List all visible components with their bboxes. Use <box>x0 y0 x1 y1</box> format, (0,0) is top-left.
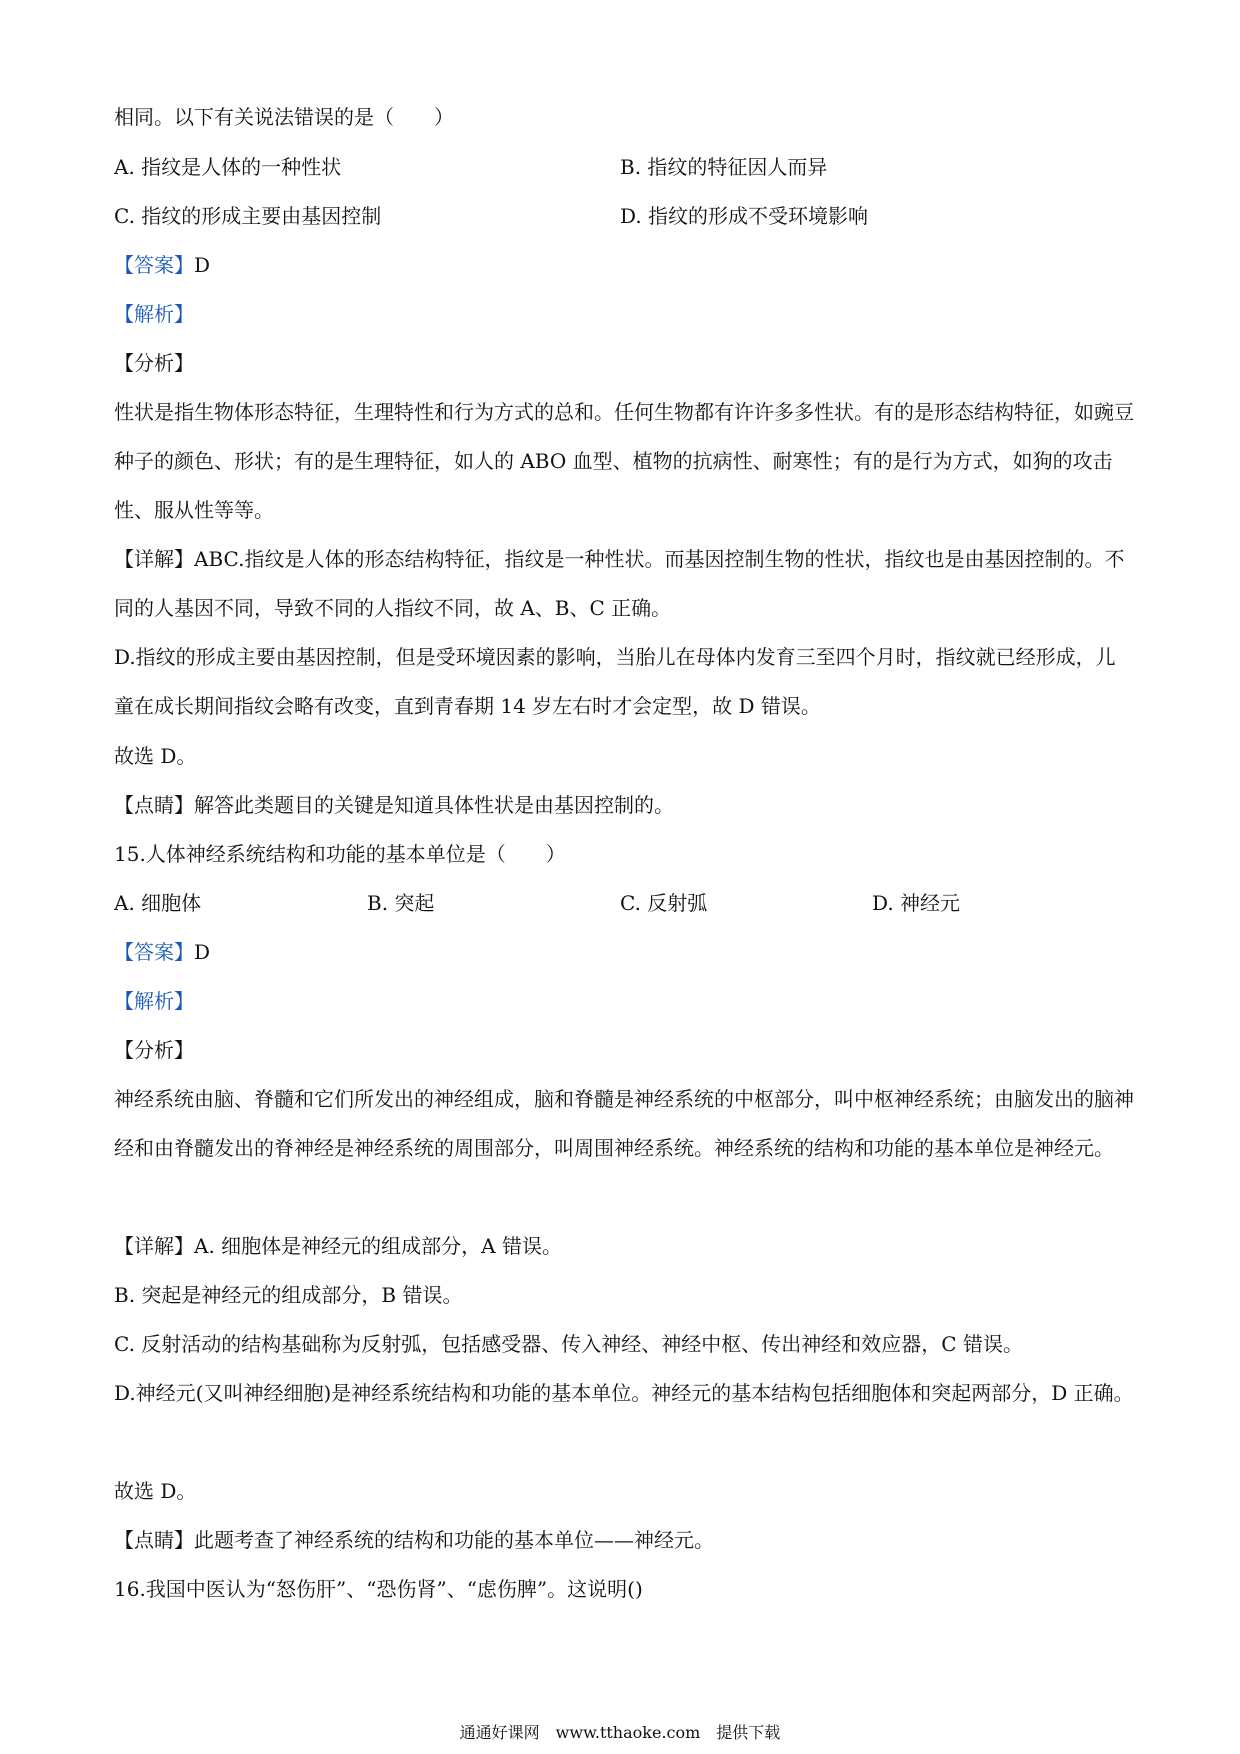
analysis-heading: 【分析】 <box>114 351 194 375</box>
page-footer: 通通好课网 www.tthaoke.com 提供下载 <box>459 1723 781 1742</box>
question-continuation: 相同。以下有关说法错误的是（ ） <box>114 105 454 129</box>
comment-line <box>114 791 674 819</box>
option-d: D. 指纹的形成不受环境影响 <box>620 204 869 228</box>
q15-option-d: D. 神经元 <box>872 891 961 915</box>
q15-option-b: B. 突起 <box>367 891 435 915</box>
q15-answer-line <box>114 938 210 966</box>
detail-abc: ABC.指纹是人体的形态结构特征，指纹是一种性状。而基因控制生物的性状，指纹也是由基因控制的。不同的人基因不同，导致不同的人指纹不同，故 A、B、C 正确。 <box>114 547 1125 620</box>
comment-text: 解答此类题目的关键是知道具体性状是由基因控制的。 <box>194 793 674 817</box>
answer-line <box>114 251 210 279</box>
q15-detail-c: C. 反射活动的结构基础称为反射弧，包括感受器、传入神经、神经中枢、传出神经和效应器，C 错误。 <box>114 1332 1023 1356</box>
conclusion: 故选 D。 <box>114 744 197 768</box>
q15-detail-a <box>114 1232 562 1260</box>
q15-detail-b: B. 突起是神经元的组成部分，B 错误。 <box>114 1283 463 1307</box>
q15-detail-tag: 【详解】 <box>114 1234 194 1258</box>
q15-comment-line <box>114 1526 714 1554</box>
detail-d-text: D.指纹的形成主要由基因控制，但是受环境因素的影响，当胎儿在母体内发育三至四个月时，指纹就已经形成，儿童在成长期间指纹会略有改变，直到青春期 14 岁左右时才会定型，故 D 错误。 <box>114 645 1116 718</box>
q15-conclusion: 故选 D。 <box>114 1479 197 1503</box>
q15-answer-tag: 【答案】 <box>114 940 194 964</box>
question-16-stem: 16.我国中医认为“怒伤肝”、“恐伤肾”、“虑伤脾”。这说明() <box>114 1577 643 1601</box>
question-15-stem: 15.人体神经系统结构和功能的基本单位是（ ） <box>114 842 566 866</box>
answer-value: D <box>194 253 211 277</box>
q15-option-a: A. 细胞体 <box>114 891 202 915</box>
q15-analysis-heading: 【分析】 <box>114 1038 194 1062</box>
detail-tag: 【详解】 <box>114 547 194 571</box>
q15-answer-value: D <box>194 940 211 964</box>
q15-detail-d: D.神经元(又叫神经细胞)是神经系统结构和功能的基本单位。神经元的基本结构包括细胞体和突起两部分，D 正确。 <box>114 1381 1134 1405</box>
detail-text <box>114 535 1134 633</box>
q15-comment-tag: 【点睛】 <box>114 1528 194 1552</box>
option-c: C. 指纹的形成主要由基因控制 <box>114 204 382 228</box>
q15-analysis-text: 神经系统由脑、脊髓和它们所发出的神经组成，脑和脊髓是神经系统的中枢部分，叫中枢神经系统；由脑发出的脑神经和由脊髓发出的脊神经是神经系统的周围部分，叫周围神经系统。神经系统的结构和功能的基本单位是神经元。 <box>114 1087 1134 1160</box>
q15-option-c: C. 反射弧 <box>620 891 708 915</box>
q15-comment-text: 此题考查了神经系统的结构和功能的基本单位——神经元。 <box>194 1528 714 1552</box>
answer-tag: 【答案】 <box>114 253 194 277</box>
comment-tag: 【点睛】 <box>114 793 194 817</box>
option-a: A. 指纹是人体的一种性状 <box>114 155 342 179</box>
explanation-heading: 【解析】 <box>114 302 194 326</box>
q15-explanation-heading: 【解析】 <box>114 989 194 1013</box>
q15-detail-a-text: A. 细胞体是神经元的组成部分，A 错误。 <box>194 1234 562 1258</box>
option-b: B. 指纹的特征因人而异 <box>620 155 828 179</box>
analysis-text: 性状是指生物体形态特征，生理特性和行为方式的总和。任何生物都有许许多多性状。有的是形态结构特征，如豌豆种子的颜色、形状；有的是生理特征，如人的 ABO 血型、植物的抗病性、耐寒性；有的是行为方式，如狗的攻击性、服从性等等。 <box>114 400 1134 522</box>
